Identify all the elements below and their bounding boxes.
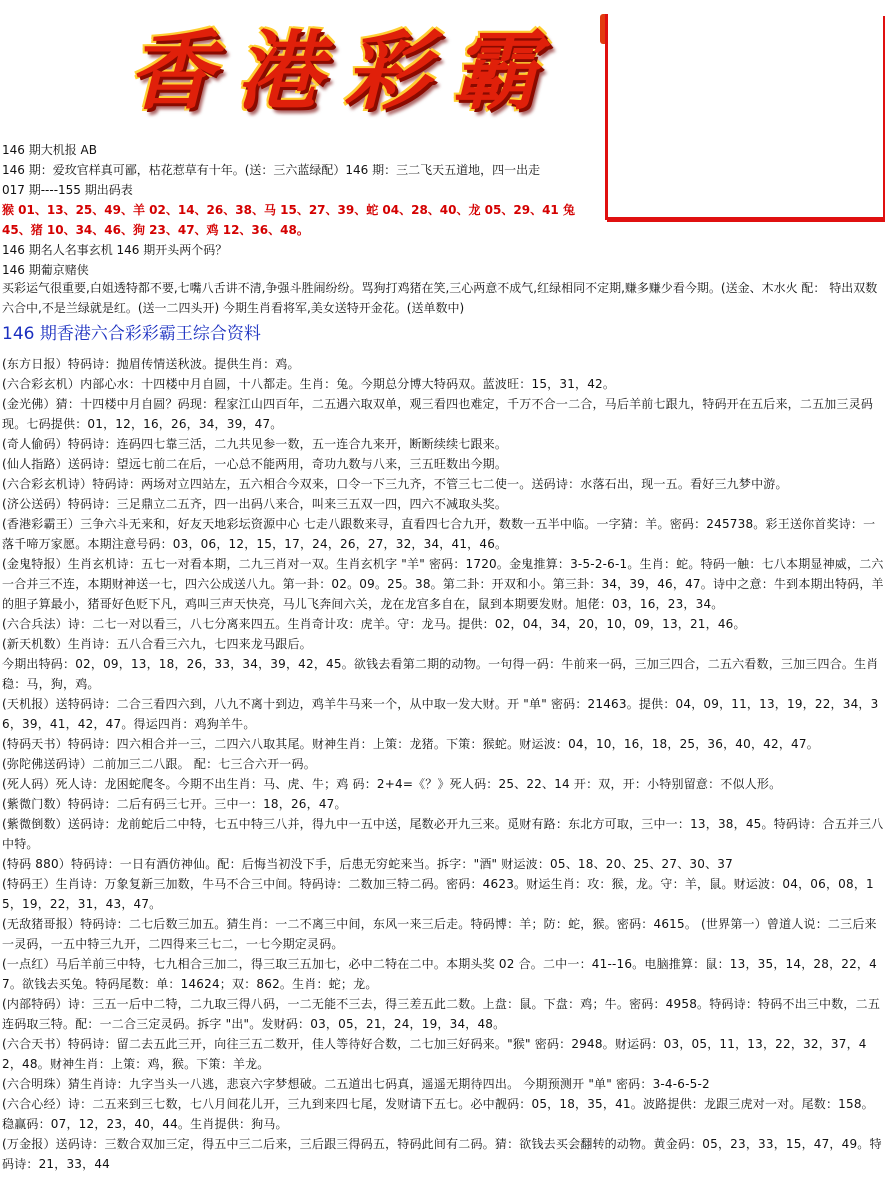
overlay-box bbox=[605, 14, 883, 220]
list-item: (天机报）送特码诗：二合三看四六到，八九不离十到边，鸡羊牛马来一个，从中取一发大财。开 "单" 密码：21463。提供：04，09，11，13，19，22，34，36，39，41，42，47。得运四肖：鸡狗羊牛。 bbox=[2, 697, 879, 731]
intro-line: 146 期大机报 AB bbox=[2, 143, 97, 157]
list-item: (奇人偷码）特码诗：连码四七靠三活，二九共见参一数，五一连合九来开，断断续续七跟来。 bbox=[2, 437, 508, 451]
intro-lines bbox=[2, 140, 602, 280]
list-item: (特码王）生肖诗：万象复新三加数，牛马不合三中间。特码诗：二数加三特二码。密码：4623。财运生肖：攻：猴，龙。守：羊，鼠。财运波：04，06，08，15，19，22，31，43，47。 bbox=[2, 877, 874, 911]
list-item: (新天机数）生肖诗：五八合看三六九，七四来龙马跟后。 bbox=[2, 637, 312, 651]
list-item: (紫微门数）特码诗：二后有码三七开。三中一：18，26，47。 bbox=[2, 797, 347, 811]
list-item: (特码天书）特码诗：四六相合并一三，二四六八取其尾。财神生肖：上策：龙猪。下策：猴蛇。财运波：04，10，16，18，25，36，40，42，47。 bbox=[2, 737, 819, 751]
intro-line: 017 期----155 期出码表 bbox=[2, 183, 133, 197]
section-headline: 146 期香港六合彩彩霸王综合资料 bbox=[2, 324, 261, 344]
intro-paragraph: 买彩运气很重要,白姐透特都不要,七嘴八舌讲不清,争强斗胜闹纷纷。骂狗打鸡猪在笑,三心两意不成气,红绿相同不定期,赚多赚少看今期。(送金、木水火 配： 特出双数六合中,不是兰绿就是红。(送一二四头开) 今期生肖看将军,美女送特开金花。(送单数中) bbox=[2, 281, 878, 315]
list-item: (六合兵法）诗：二七一对以看三，八七分离来四五。生肖奇计攻：虎羊。守：龙马。提供：02，04，34，20，10，09，13，21，46。 bbox=[2, 617, 746, 631]
zodiac-number-line: 猴 01、13、25、49、羊 02、14、26、38、马 15、27、39、蛇 04、28、40、龙 05、29、41 兔 bbox=[2, 203, 575, 217]
list-item: (香港彩霸王）三争六斗无来和，好友天地彩坛资源中心 七走八跟数来寻，直看四七合九开，数数一五半中临。一字猜：羊。密码：245738。彩王送你首奖诗：一落千啼万家愿。本期注意号码：03，06，12，15，17，24，26，27，32，34，41，46。 bbox=[2, 517, 876, 551]
list-item: (弥陀佛送码诗）二前加三二八跟。 配：七三合六开一码。 bbox=[2, 757, 316, 771]
list-item: (六合心经）诗：二五来到三七数，七八月间花儿开，三九到来四七尾，发财请下五七。必中靓码：05，18，35，41。波路提供：龙跟三虎对一对。尾数：158。稳赢码：07，12，23，40，44。生肖提供：狗马。 bbox=[2, 1097, 874, 1131]
banner-title: 香港彩霸 bbox=[128, 21, 560, 122]
list-item: (六合彩玄机）内部心水：十四楼中月自圆，十八都走。生肖：兔。今期总分博大特码双。蓝波旺：15，31，42。 bbox=[2, 377, 616, 391]
list-item: 今期出特码：02，09，13，18，26，33，34，39，42，45。欲钱去看第二期的动物。一句得一码：牛前来一码，三加三四合，二五六看数，三加三四合。生肖稳：马，狗，鸡。 bbox=[2, 657, 879, 691]
list-item: (仙人指路）送码诗：望远七前二在后，一心总不能两用，奇功九数与八来，三五旺数出今期。 bbox=[2, 457, 508, 471]
list-item: (特码 880）特码诗：一日有酒仿神仙。配：后悔当初没下手，后患无穷蛇来当。拆字："酒" 财运波：05、18、20、25、27、30、37 bbox=[2, 857, 733, 871]
list-item: (金鬼特报）生肖玄机诗：五七一对看本期，二九三肖对一双。生肖玄机字 "羊" 密码：1720。金鬼推算：3-5-2-6-1。生肖：蛇。特码一触：七八本期显神威，二六一合并三不连，本期财神送一七，四六公成送八九。第一卦：02。09。25。38。第二卦：开双和小。第三卦：34，39，46，47。诗中之意：牛到本期出特码，羊的胆子算最小，猪哥好色贬下凡，鸡叫三声天快亮，马儿飞奔间六关，龙在龙宫多自在，鼠到本期要发财。旭佬：03，16，23，34。 bbox=[2, 557, 884, 611]
zodiac-number-line: 45、猪 10、34、46、狗 23、47、鸡 12、36、48。 bbox=[2, 223, 309, 237]
list-item: (内部特码）诗：三五一后中二特，二九取三得八码，一二无能不三去，得三差五此二数。上盘：鼠。下盘：鸡；牛。密码：4958。特码诗：特码不出三中数，二五连码取三特。配：一二合三定灵码。拆字 "出"。发财码：03，05，21，24，19，34，48。 bbox=[2, 997, 881, 1031]
list-item: (紫微倒数）送码诗：龙前蛇后二中特，七五中特三八并，得九中一五中送，尾数必开九三来。觅财有路：东北方可取，三中一：13，38，45。特码诗：合五并三八中特。 bbox=[2, 817, 884, 851]
list-item: (无敌猪哥报）特码诗：二七后数三加五。猜生肖：一二不离三中间，东风一来三后走。特码博：羊；防：蛇，猴。密码：4615。 (世界第一）曾道人说：二三后来一灵码，一五中特三九开，二四得来三七二，一七今期定灵码。 bbox=[2, 917, 877, 951]
intro-line: 146 期：爱玫官样真可鄙，枯花惹草有十年。(送：三六蓝绿配）146 期：三二飞天五道地，四一出走 bbox=[2, 163, 541, 177]
main-block bbox=[2, 278, 884, 348]
list-item: (一点红）马后羊前三中特，七九相合三加二，得三取三五加七，必中二特在二中。本期头奖 02 合。二中一：41--16。电脑推算：鼠：13，35，14，28，22，47。欲钱去买兔。特码尾数：单：14624；双：862。生肖：蛇；龙。 bbox=[2, 957, 877, 991]
list-item: (东方日报）特码诗：抛眉传情送秋波。提供生肖：鸡。 bbox=[2, 357, 300, 371]
list-item: (六合彩玄机诗）特码诗：两场对立四站左，五六相合今双来，口令一下三九齐，不管三七二使一。送码诗：水落石出，现一五。看好三九梦中游。 bbox=[2, 477, 788, 491]
list-item: (死人码）死人诗：龙困蛇爬冬。今期不出生肖：马、虎、牛；鸡 码：2+4=《？》死人码：25、22、14 开：双，开：小特别留意：不似人形。 bbox=[2, 777, 782, 791]
intro-line: 146 期葡京赌侠 bbox=[2, 263, 89, 277]
list-item: (六合明珠）猜生肖诗：九字当头一八逃，悲哀六字梦想破。二五道出七码真，遥遥无期待四出。 今期预测开 "单" 密码：3-4-6-5-2 bbox=[2, 1077, 710, 1091]
list-item: (金光佛）猜：十四楼中月自圆？码现：程家江山四百年，二五遇六取双单，观三看四也难定，千万不合一二合，马后羊前七跟九，特码开在五后来，二五加三灵码现。七码提供：01，12，16，26，34，39，47。 bbox=[2, 397, 874, 431]
intro-line: 146 期名人名事玄机 146 期开头两个码？ bbox=[2, 243, 228, 257]
entries-list bbox=[2, 354, 884, 1174]
list-item: (六合天书）特码诗：留二去五此三开，向往三五二数开，佳人等待好合数，二七加三好码来。"猴" 密码：2948。财运码：03，05，11，13，22，32，37，42，48。财神生肖：上策：鸡，猴。下策：羊龙。 bbox=[2, 1037, 867, 1071]
list-item: (万金报）送码诗：三数合双加三定，得五中三二后来，三后跟三得码五，特码此间有二码。猜：欲钱去买会翻转的动物。黄金码：05，23，33，15，47，49。特码诗：21，33，44 bbox=[2, 1137, 882, 1171]
list-item: (济公送码）特码诗：三足鼎立二五齐，四一出码八来合，叫来三五双一四，四六不减取头奖。 bbox=[2, 497, 508, 511]
